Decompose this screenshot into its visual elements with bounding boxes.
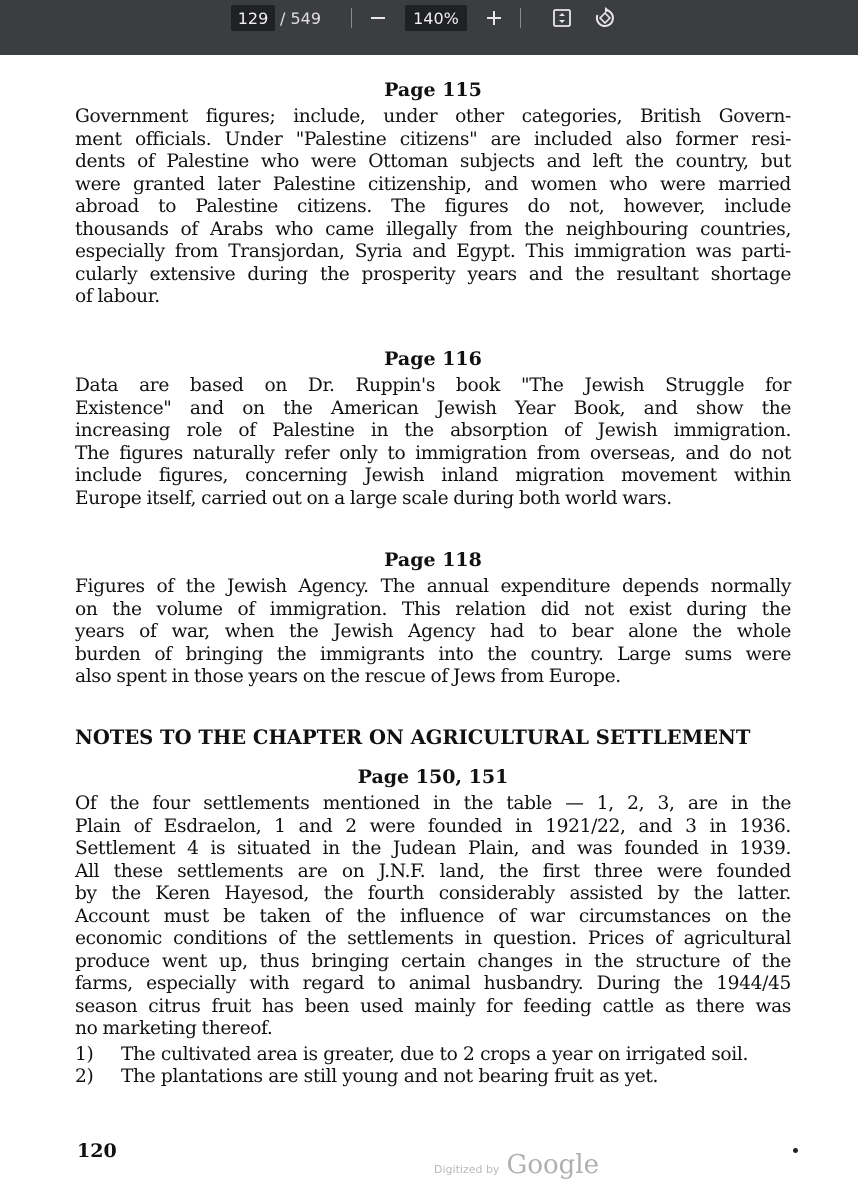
text-line: Of the four settlements mentioned in the table — 1, 2, 3, are in the [75,793,791,814]
text-line: Data are based on Dr. Ruppin's book "The Jewish Struggle for [75,375,791,396]
section-heading: Page 150, 151 [357,766,509,788]
text-line: increasing role of Palestine in the absorption of Jewish immigration. [75,420,791,441]
text-line: Settlement 4 is situated in the Judean Plain, and was founded in 1939. [75,838,791,859]
text-line: Europe itself, carried out on a large scale during both world wars. [75,487,672,509]
digitized-watermark [434,1150,599,1180]
text-line: by the Keren Hayesod, the fourth considerably assisted by the latter. [75,883,791,904]
section-paragraph [75,375,791,510]
zoom-out-button[interactable] [366,5,390,31]
text-line: season citrus fruit has been used mainly for feeding cattle as there was [75,995,791,1017]
pdf-toolbar [0,0,858,55]
google-logo: Google [506,1150,599,1180]
minus-icon [370,10,386,26]
note-number: 1) [75,1043,94,1065]
total-pages: 549 [290,8,322,28]
text-line: no marketing thereof. [75,1018,273,1039]
note-item [75,1044,791,1067]
section-page-118 [75,549,791,689]
text-line: of labour. [75,286,160,307]
text-line: Plain of Esdraelon, 1 and 2 were founded in 1921/22, and 3 in 1936. [75,815,791,837]
section-paragraph [75,793,791,1041]
text-line: produce went up, thus bringing certain changes in the structure of the [75,950,791,972]
text-line: abroad to Palestine citizens. The figures do not, however, include [75,196,791,217]
page-mark-dot [793,1148,798,1153]
plus-icon [486,10,502,26]
chapter-title-block [75,726,791,749]
text-line: burden of bringing the immigrants into the country. Large sums were [75,643,791,665]
zoom-in-button[interactable] [482,5,506,31]
text-line: on the volume of immigration. This relation did not exist during the [75,598,791,620]
text-line: Figures of the Jewish Agency. The annual expenditure depends normally [75,576,791,597]
section-page-115 [75,79,791,309]
text-line: include figures, concerning Jewish inland migration movement within [75,465,791,486]
text-line: dents of Palestine who were Ottoman subjects and left the country, but [75,151,791,172]
section-page-150-151 [75,766,791,1089]
page-separator: / [280,8,286,28]
printed-page-number: 120 [77,1140,117,1162]
section-paragraph [75,106,791,309]
text-line: also spent in those years on the rescue of Jews from Europe. [75,666,621,687]
watermark-text: Digitized by [434,1163,500,1176]
section-heading: Page 116 [384,348,482,370]
zoom-level-input[interactable] [405,5,467,31]
section-heading: Page 115 [384,79,482,101]
toolbar-divider [520,8,521,28]
note-text: The plantations are still young and not bearing fruit as yet. [121,1066,659,1087]
toolbar-divider [351,8,352,28]
text-line: farms, especially with regard to animal husbandry. During the 1944/45 [75,973,791,994]
note-item [75,1066,791,1089]
page-count [280,5,321,31]
text-line: especially from Transjordan, Syria and Egypt. This immigration was parti- [75,241,791,262]
document-page [0,55,858,1179]
text-line: ment officials. Under "Palestine citizens" are included also former resi- [75,128,791,150]
fit-to-page-icon [552,8,572,28]
section-heading: Page 118 [384,549,482,571]
note-text: The cultivated area is greater, due to 2 crops a year on irrigated soil. [121,1043,749,1065]
notes-list [75,1044,791,1089]
text-line: Account must be taken of the influence of war circumstances on the [75,905,791,927]
text-line: Existence" and on the American Jewish Year Book, and show the [75,397,791,419]
chapter-title: NOTES TO THE CHAPTER ON AGRICULTURAL SETTLEMENT [75,726,751,749]
text-line: All these settlements are on J.N.F. land, the first three were founded [75,860,791,882]
current-page-value: 129 [237,8,269,28]
text-line: years of war, when the Jewish Agency had to bear alone the whole [75,621,791,642]
text-line: cularly extensive during the prosperity years and the resultant shortage [75,263,791,285]
text-line: The figures naturally refer only to immigration from overseas, and do not [75,442,791,464]
current-page-input[interactable] [231,5,275,31]
text-line: were granted later Palestine citizenship, and women who were married [75,173,791,195]
rotate-icon [593,6,617,30]
text-line: thousands of Arabs who came illegally from the neighbouring countries, [75,218,791,240]
fit-to-page-button[interactable] [550,5,574,31]
note-number: 2) [75,1066,94,1087]
text-line: economic conditions of the settlements in question. Prices of agricultural [75,928,791,949]
zoom-level-value: 140% [413,8,459,28]
section-page-116 [75,348,791,510]
section-paragraph [75,576,791,689]
rotate-button[interactable] [593,5,617,31]
text-line: Government figures; include, under other categories, British Govern- [75,106,791,127]
